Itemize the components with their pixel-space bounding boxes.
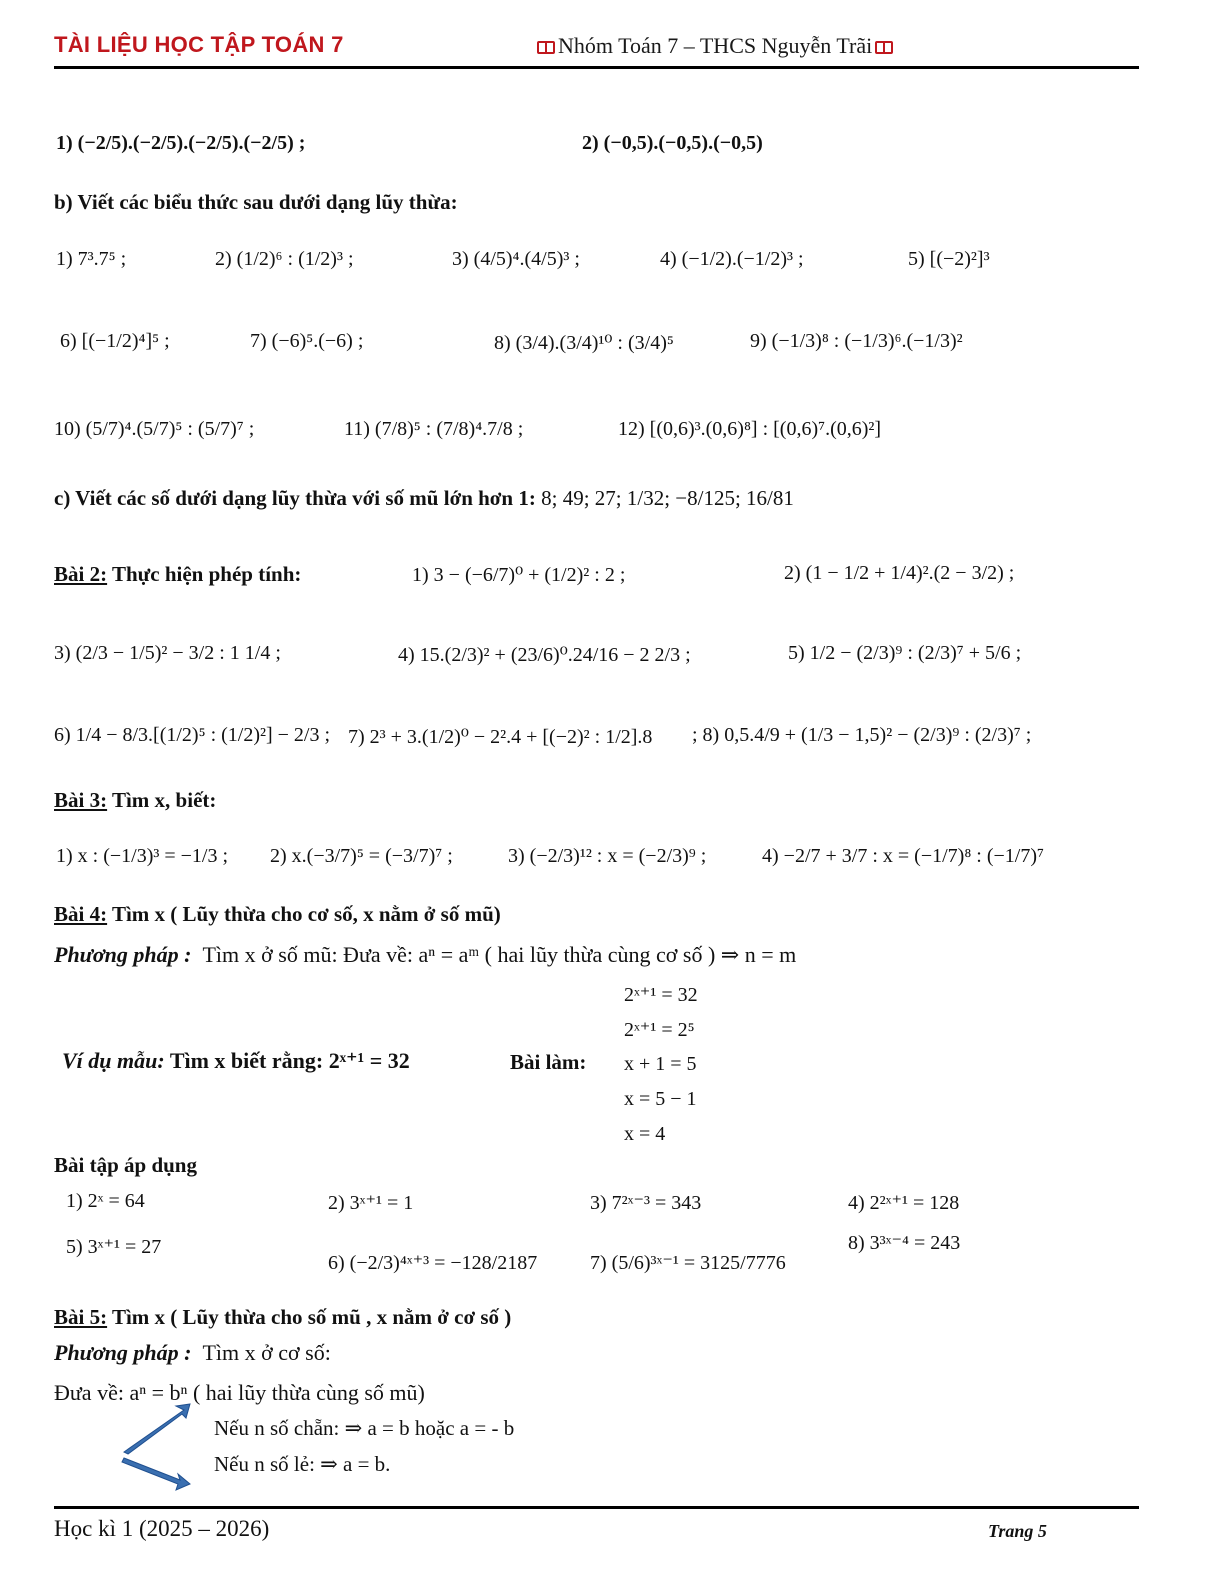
practice-item-3: 3) 7²ˣ⁻³ = 343 — [590, 1192, 702, 1214]
practice-item-6: 6) (−2/3)⁴ˣ⁺³ = −128/2187 — [328, 1252, 538, 1274]
exercise-b9: 9) (−1/3)⁸ : (−1/3)⁶.(−1/3)² — [750, 330, 963, 352]
bai3-item-4: 4) −2/7 + 3/7 : x = (−1/7)⁸ : (−1/7)⁷ — [762, 845, 1044, 867]
header-group — [534, 33, 896, 59]
bai5-heading — [54, 1305, 511, 1330]
header-group-text: Nhóm Toán 7 – THCS Nguyễn Trãi — [558, 33, 873, 58]
branch-arrow-icon — [118, 1402, 198, 1492]
book-icon — [537, 41, 555, 54]
solution-step-4: x = 5 − 1 — [624, 1088, 697, 1110]
bai3-label: Bài 3: — [54, 788, 108, 812]
bai2-item-3: 3) (2/3 − 1/5)² − 3/2 : 1 1/4 ; — [54, 642, 281, 664]
bai4-heading — [54, 902, 501, 927]
case-even: Nếu n số chẵn: ⇒ a = b hoặc a = - b — [214, 1416, 515, 1440]
section-c-text: c) Viết các số dưới dạng lũy thừa với số mũ lớn hơn 1: — [54, 486, 536, 510]
bai3-heading — [54, 788, 216, 813]
footer-term: Học kì 1 (2025 – 2026) — [54, 1516, 270, 1541]
bai4-method — [54, 942, 796, 968]
reduce-to: Đưa về: aⁿ = bⁿ ( hai lũy thừa cùng số mũ) — [54, 1380, 425, 1405]
exercise-b12: 12) [(0,6)³.(0,6)⁸] : [(0,6)⁷.(0,6)²] — [618, 418, 882, 440]
section-c-title — [54, 486, 794, 511]
solution-step-2: 2ˣ⁺¹ = 2⁵ — [624, 1019, 695, 1041]
exercise-b3: 3) (4/5)⁴.(4/5)³ ; — [452, 248, 580, 270]
book-icon — [875, 41, 893, 54]
exercise-b11: 11) (7/8)⁵ : (7/8)⁴.7/8 ; — [344, 418, 524, 440]
bai2-heading — [54, 562, 301, 587]
bai2-item-8: ; 8) 0,5.4/9 + (1/3 − 1,5)² − (2/3)⁹ : (2/3)⁷ ; — [692, 724, 1032, 746]
practice-item-8: 8) 3³ˣ⁻⁴ = 243 — [848, 1232, 961, 1254]
bai2-item-5: 5) 1/2 − (2/3)⁹ : (2/3)⁷ + 5/6 ; — [788, 642, 1022, 664]
practice-item-4: 4) 2²ˣ⁺¹ = 128 — [848, 1192, 960, 1214]
solution-step-5: x = 4 — [624, 1123, 666, 1145]
practice-item-1: 1) 2ˣ = 64 — [66, 1190, 145, 1212]
exercise-b7: 7) (−6)⁵.(−6) ; — [250, 330, 364, 352]
bai2-label: Bài 2: — [54, 562, 108, 586]
bai5-text: Tìm x ( Lũy thừa cho số mũ , x nằm ở cơ số ) — [111, 1305, 512, 1329]
bai2-text: Thực hiện phép tính: — [111, 562, 302, 586]
practice-item-5: 5) 3ˣ⁺¹ = 27 — [66, 1236, 162, 1258]
solution-label: Bài làm: — [510, 1050, 587, 1074]
bai2-item-6: 6) 1/4 − 8/3.[(1/2)⁵ : (1/2)²] − 2/3 ; — [54, 724, 331, 746]
exercise-b6: 6) [(−1/2)⁴]⁵ ; — [60, 330, 170, 352]
bai2-item-4: 4) 15.(2/3)² + (23/6)⁰.24/16 − 2 2/3 ; — [398, 644, 691, 666]
bai2-item-1: 1) 3 − (−6/7)⁰ + (1/2)² : 2 ; — [412, 564, 626, 586]
exercise-a1: 1) (−2/5).(−2/5).(−2/5).(−2/5) ; — [56, 132, 306, 154]
practice-item-2: 2) 3ˣ⁺¹ = 1 — [328, 1192, 414, 1214]
exercise-b4: 4) (−1/2).(−1/2)³ ; — [660, 248, 804, 270]
method-label: Phương pháp : — [54, 942, 192, 967]
bai4-text: Tìm x ( Lũy thừa cho cơ số, x nằm ở số mũ) — [111, 902, 501, 926]
practice-item-7: 7) (5/6)³ˣ⁻¹ = 3125/7776 — [590, 1252, 786, 1274]
header-title: TÀI LIỆU HỌC TẬP TOÁN 7 — [54, 32, 344, 57]
page-header — [54, 30, 1139, 69]
method-text-2: Tìm x ở cơ số: — [202, 1340, 331, 1365]
bai4-label: Bài 4: — [54, 902, 108, 926]
example-label: Ví dụ mẫu: — [62, 1048, 165, 1073]
exercise-b8: 8) (3/4).(3/4)¹⁰ : (3/4)⁵ — [494, 332, 674, 354]
exercise-b5: 5) [(−2)²]³ — [908, 248, 990, 270]
exercise-b2: 2) (1/2)⁶ : (1/2)³ ; — [215, 248, 354, 270]
exercise-a2: 2) (−0,5).(−0,5).(−0,5) — [582, 132, 763, 154]
bai3-item-1: 1) x : (−1/3)³ = −1/3 ; — [56, 845, 229, 867]
bai5-method — [54, 1340, 331, 1366]
practice-title: Bài tập áp dụng — [54, 1153, 197, 1177]
section-c-values: 8; 49; 27; 1/32; −8/125; 16/81 — [541, 486, 794, 510]
footer-page: Trang 5 — [988, 1521, 1047, 1541]
bai5-label: Bài 5: — [54, 1305, 108, 1329]
solution-step-1: 2ˣ⁺¹ = 32 — [624, 984, 698, 1006]
method-label-2: Phương pháp : — [54, 1340, 192, 1365]
example-line — [62, 1048, 410, 1074]
bai3-item-2: 2) x.(−3/7)⁵ = (−3/7)⁷ ; — [270, 845, 453, 867]
case-odd: Nếu n số lẻ: ⇒ a = b. — [214, 1452, 391, 1476]
footer-rule — [54, 1506, 1139, 1509]
bai3-text: Tìm x, biết: — [111, 788, 217, 812]
example-text: Tìm x biết rằng: 2ˣ⁺¹ = 32 — [169, 1048, 410, 1073]
section-b-title: b) Viết các biểu thức sau dưới dạng lũy thừa: — [54, 190, 458, 214]
bai2-item-2: 2) (1 − 1/2 + 1/4)².(2 − 3/2) ; — [784, 562, 1015, 584]
solution-step-3: x + 1 = 5 — [624, 1053, 697, 1075]
exercise-b10: 10) (5/7)⁴.(5/7)⁵ : (5/7)⁷ ; — [54, 418, 255, 440]
bai3-item-3: 3) (−2/3)¹² : x = (−2/3)⁹ ; — [508, 845, 707, 867]
method-text: Tìm x ở số mũ: Đưa về: aⁿ = aᵐ ( hai lũy thừa cùng cơ số ) ⇒ n = m — [202, 942, 797, 967]
exercise-b1: 1) 7³.7⁵ ; — [56, 248, 127, 270]
bai2-item-7: 7) 2³ + 3.(1/2)⁰ − 2².4 + [(−2)² : 1/2].8 — [348, 726, 653, 748]
